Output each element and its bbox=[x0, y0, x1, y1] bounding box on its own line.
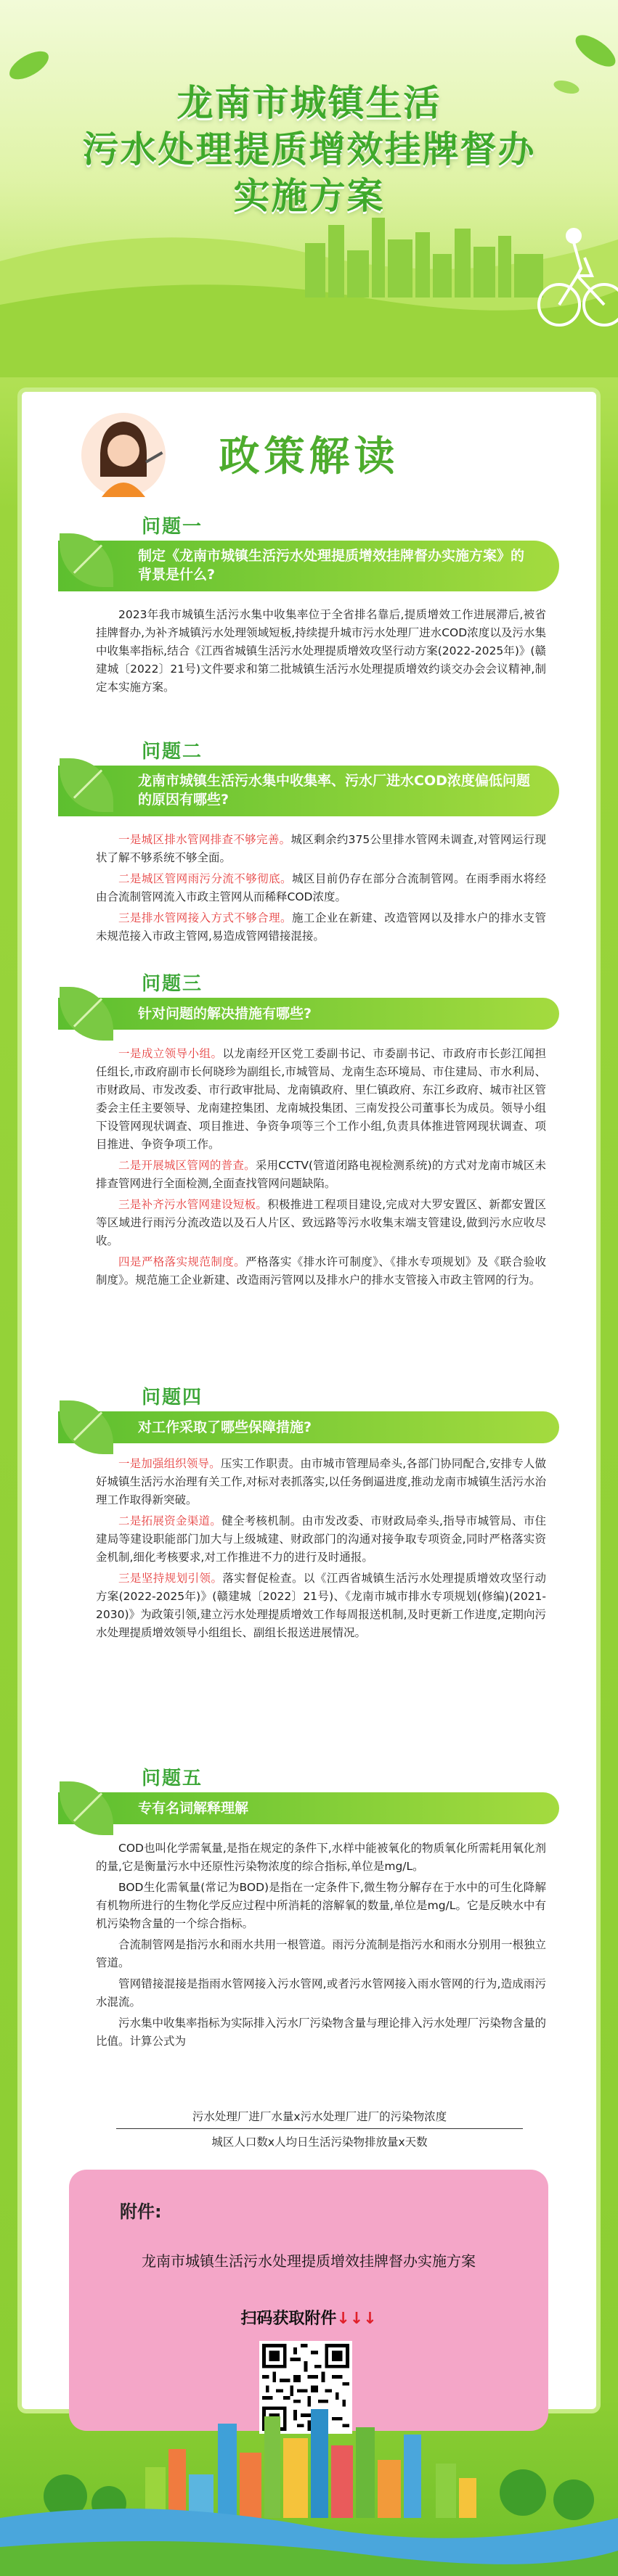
question-1-label: 问题一 bbox=[142, 516, 203, 538]
paragraph: 管网错接混接是指雨水管网接入污水管网,或者污水管网接入雨水管网的行为,造成雨污水混流。 bbox=[96, 1977, 546, 2009]
paragraph-text: 健全考核机制。由市发改委、市财政局牵头,指导市城管局、市住建局等建设职能部门加大与上级城建、财政部门的沟通对接争取专项资金,同时严格落实资金机制,细化考核要求,对工作推进不力的进行及时通报。 bbox=[96, 1514, 546, 1564]
question-5-label: 问题五 bbox=[142, 1768, 203, 1789]
highlight: 三是排水管网接入方式不够合理。 bbox=[118, 911, 292, 924]
question-4-answer bbox=[96, 1455, 546, 1645]
paragraph: 合流制管网是指污水和雨水共用一根管道。雨污分流制是指污水和雨水分别用一根独立管道。 bbox=[96, 1938, 547, 1969]
question-2-label: 问题二 bbox=[142, 741, 203, 763]
question-5-text: 专有名词解释理解 bbox=[138, 1800, 249, 1816]
city-skyline bbox=[305, 218, 543, 298]
question-2-answer bbox=[96, 831, 546, 948]
question-2-text: 龙南市城镇生活污水集中收集率、污水厂进水COD浓度偏低问题的原因有哪些? bbox=[138, 773, 530, 808]
formula-denominator: 城区人口数x人均日生活污染物排放量x天数 bbox=[211, 2136, 428, 2149]
formula-numerator: 污水处理厂进厂水量x污水处理厂进厂的污染物浓度 bbox=[116, 2108, 523, 2129]
paragraph-text: 城区剩余约375公里排水管网未调查,对管网运行现状了解不够系统不够全面。 bbox=[96, 833, 546, 864]
paragraph: 2023年我市城镇生活污水集中收集率位于全省排名靠后,提质增效工作进展滞后,被省挂牌督办,为补齐城镇污水处理领域短板,持续提升城市污水处理厂进水COD浓度以及污水集中收集率指标,结合《江西省城镇生活污水处理提质增效攻坚行动方案(2022-2025年)》(赣建城〔2022〕21号)文件要求和第二批城镇生活污水处理提质增效约谈交办会会议精神,制定本实施方案。 bbox=[96, 608, 546, 694]
paragraph-text: 城区目前仍存在部分合流制管网。在雨季雨水将经由合流制管网流入市政主管网从而稀释COD浓度。 bbox=[96, 872, 546, 903]
highlight: 三是补齐污水管网建设短板。 bbox=[118, 1198, 268, 1211]
question-1-bar bbox=[58, 541, 559, 591]
title-line-3: 实施方案 bbox=[233, 175, 385, 217]
arrow-down-icon: ↓↓↓ bbox=[336, 2310, 377, 2328]
paragraph-text: 积极推进工程项目建设,完成对大罗安置区、新都安置区等区域进行雨污分流改造以及石人片区、致远路等污水收集末端支管建设,做到污水应收尽收。 bbox=[96, 1198, 546, 1247]
attachment-label: 附件: bbox=[120, 2202, 162, 2222]
question-3-text: 针对问题的解决措施有哪些? bbox=[138, 1006, 312, 1022]
highlight: 一是城区排水管网排查不够完善。 bbox=[118, 833, 291, 846]
formula bbox=[116, 2108, 523, 2149]
question-4-bar bbox=[58, 1411, 559, 1443]
page-title bbox=[0, 80, 618, 219]
question-4-text: 对工作采取了哪些保障措施? bbox=[138, 1419, 312, 1435]
attachment-name[interactable]: 龙南市城镇生活污水处理提质增效挂牌督办实施方案 bbox=[142, 2252, 476, 2270]
paragraph-text: 落实督促检查。以《江西省城镇生活污水处理提质增效攻坚行动方案(2022-2025年)》(赣建城〔2022〕21号)、《龙南市城市排水专项规划(修编)(2021-2030)》为政策引领,建立污水处理提质增效工作每周报送机制,及时更新工作进度,定期向污水处理提质增效领导小组组长、副组长报送进展情况。 bbox=[96, 1572, 546, 1639]
question-5-bar bbox=[58, 1792, 559, 1824]
title-line-1: 龙南市城镇生活 bbox=[176, 82, 442, 124]
paragraph-text: 严格落实《排水许可制度》、《排水专项规划》及《联合验收制度》。规范施工企业新建、改造雨污管网以及排水户的排水支管接入市政主管网的行为。 bbox=[96, 1255, 546, 1287]
question-3-answer bbox=[96, 1045, 546, 1292]
footer-decoration bbox=[0, 2409, 618, 2576]
question-3-label: 问题三 bbox=[142, 973, 203, 995]
paragraph: 污水集中收集率指标为实际排入污水厂污染物含量与理论排入污水处理厂污染物含量的比值。计算公式为 bbox=[96, 2017, 547, 2048]
highlight: 二是拓展资金渠道。 bbox=[118, 1514, 222, 1527]
section-title bbox=[0, 424, 618, 483]
leaf-decoration bbox=[571, 29, 618, 73]
scan-hint-text: 扫码获取附件 bbox=[240, 2310, 337, 2328]
question-2-bar bbox=[58, 766, 559, 816]
paragraph-text: 压实工作职责。由市城市管理局牵头,各部门协同配合,安排专人做好城镇生活污水治理有关工作,对标对表抓落实,以任务倒逼进度,推动龙南市城镇生活污水治理工作取得新突破。 bbox=[96, 1457, 546, 1506]
paragraph-text: 采用CCTV(管道闭路电视检测系统)的方式对龙南市城区未排查管网进行全面检测,全面查找管网问题缺陷。 bbox=[96, 1159, 546, 1190]
highlight: 一是成立领导小组。 bbox=[118, 1047, 223, 1060]
paragraph: COD也叫化学需氧量,是指在规定的条件下,水样中能被氧化的物质氧化所需耗用氧化剂的量,它是衡量污水中还原性污染物浓度的综合指标,单位是mg/L。 bbox=[96, 1842, 546, 1873]
title-line-2: 污水处理提质增效挂牌督办 bbox=[82, 128, 536, 171]
question-5-answer bbox=[96, 1839, 546, 2054]
highlight: 三是坚持规划引领。 bbox=[118, 1572, 223, 1585]
scan-hint bbox=[69, 2306, 548, 2329]
question-3-bar bbox=[58, 998, 559, 1030]
highlight: 二是开展城区管网的普查。 bbox=[118, 1159, 256, 1172]
section-title-text: 政策解读 bbox=[219, 432, 399, 480]
paragraph-text: 以龙南经开区党工委副书记、市委副书记、市政府市长彭江闻担任组长,市政府副市长何晓珍为副组长,市城管局、龙南生态环境局、市住建局、市水利局、市财政局、市发改委、市行政审批局、龙南镇政府、里仁镇政府、东江乡政府、城市社区管委会主任主要领导、龙南建控集团、龙南城投集团、三南发投公司董事长为成员。领导小组下设管网现状调查、项目推进、争资争项等三个工作小组,负责具体推进管网现状调查、项目推进、争资争项工作。 bbox=[96, 1047, 547, 1151]
paragraph: BOD生化需氧量(常记为BOD)是指在一定条件下,微生物分解存在于水中的可生化降解有机物所进行的生物化学反应过程中所消耗的溶解氧的数量,单位是mg/L。它是反映水中有机污染物含量的一个综合指标。 bbox=[96, 1881, 546, 1930]
question-4-label: 问题四 bbox=[142, 1387, 203, 1408]
city-buildings bbox=[145, 2409, 476, 2518]
question-1-answer bbox=[96, 606, 546, 700]
leaf-decoration bbox=[5, 46, 53, 85]
highlight: 一是加强组织领导。 bbox=[118, 1457, 221, 1470]
paragraph-text: 施工企业在新建、改造管网以及排水户的排水支管未规范接入市政主管网,易造成管网错接混接。 bbox=[96, 911, 546, 943]
highlight: 二是城区管网雨污分流不够彻底。 bbox=[118, 872, 292, 885]
question-1-text: 制定《龙南市城镇生活污水处理提质增效挂牌督办实施方案》的背景是什么? bbox=[138, 548, 525, 583]
attachment-box bbox=[69, 2170, 548, 2431]
highlight: 四是严格落实规范制度。 bbox=[118, 1255, 246, 1268]
